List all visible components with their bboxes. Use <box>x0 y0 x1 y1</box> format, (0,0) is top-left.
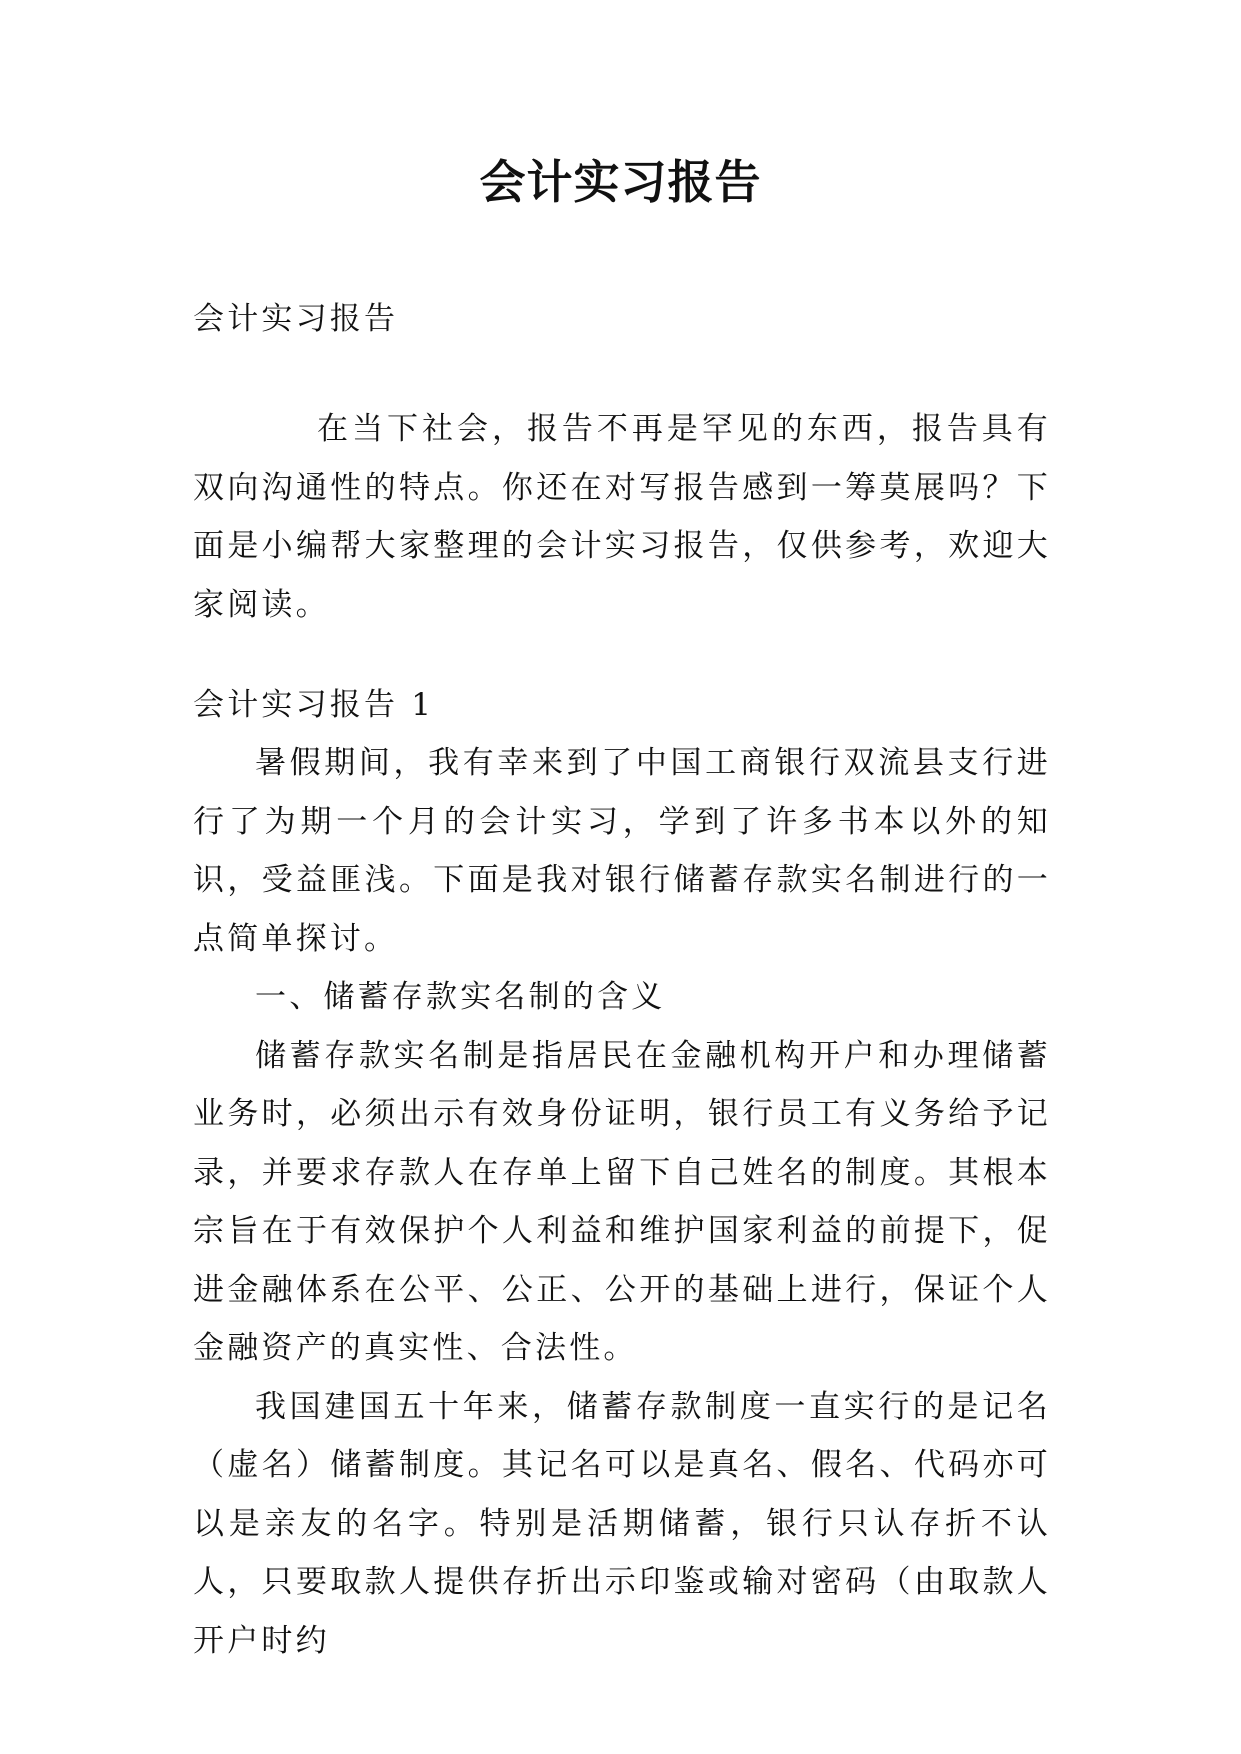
section-heading: 一、储蓄存款实名制的含义 <box>255 979 666 1015</box>
body-paragraph: 我国建国五十年来，储蓄存款制度一直实行的是记名（虚名）储蓄制度。其记名可以是真名、假名、代码亦可以是亲友的名字。特别是活期储蓄，银行只认存折不认人，只要取款人提供存折出示印鉴或输对密码（由取款人开户时约 <box>193 1388 1051 1659</box>
document-title: 会计实习报告 <box>479 155 762 209</box>
document-subtitle: 会计实习报告 <box>193 301 399 337</box>
intro-paragraph: 在当下社会，报告不再是罕见的东西，报告具有双向沟通性的特点。你还在对写报告感到一筹莫展吗？下面是小编帮大家整理的会计实习报告，仅供参考，欢迎大家阅读。 <box>193 411 1051 623</box>
body-paragraph: 暑假期间，我有幸来到了中国工商银行双流县支行进行了为期一个月的会计实习，学到了许多书本以外的知识，受益匪浅。下面是我对银行储蓄存款实名制进行的一点简单探讨。 <box>193 745 1051 957</box>
spacer <box>193 634 1051 676</box>
section-title: 会计实习报告 1 <box>193 687 435 723</box>
body-paragraph: 储蓄存款实名制是指居民在金融机构开户和办理储蓄业务时，必须出示有效身份证明，银行员工有义务给予记录，并要求存款人在存单上留下自己姓名的制度。其根本宗旨在于有效保护个人利益和维护国家利益的前提下，促进金融体系在公平、公正、公开的基础上进行，保证个人金融资产的真实性、合法性。 <box>193 1037 1051 1366</box>
spacer <box>193 348 1051 400</box>
document-body <box>193 290 1051 1670</box>
